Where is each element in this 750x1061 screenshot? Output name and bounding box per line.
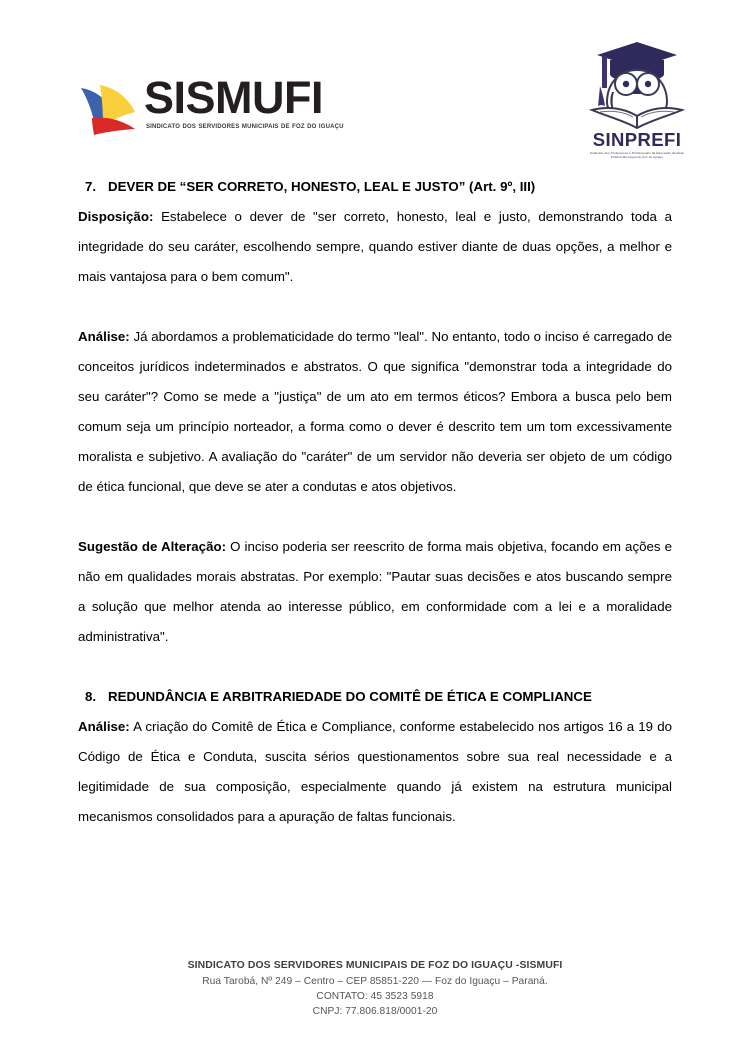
sismufi-swoosh-logo-icon [78, 78, 140, 136]
sismufi-wordmark [144, 72, 344, 130]
section-title-8: REDUNDÂNCIA E ARBITRARIEDADE DO COMITÊ DE ÉTICA E COMPLIANCE [108, 689, 592, 704]
paragraph-spacer [78, 292, 672, 322]
paragraph-text-analise-7: Já abordamos a problematicidade do termo "leal". No entanto, todo o inciso é carregado de conceitos jurídicos indeterminados e abstratos. O que significa "demonstrar toda a integridade do seu caráter"? Como se mede a "justiça" de um ato em termos éticos? Embora a busca pelo bem comum seja um princípio norteador, a forma como o dever é descrito tem um tom excessivamente moralista e subjetivo. A avaliação do "caráter" de um servidor não deveria ser objeto de um código de ética funcional, que deve se ater a condutas e atos objetivos. [78, 329, 672, 494]
footer-contact: CONTATO: 45 3523 5918 [316, 991, 434, 1002]
document-header [0, 0, 750, 170]
section-number-8: 8. [85, 689, 97, 704]
document-body [78, 172, 672, 832]
paragraph-text-sugestao: O inciso poderia ser reescrito de forma mais objetiva, focando em ações e não em qualidades morais abstratas. Por exemplo: "Pautar suas decisões e atos buscando sempre a solução que melhor atenda ao interesse público, em conformidade com a lei e a moralidade administrativa". [78, 539, 672, 644]
sinprefi-tagline: Sindicato dos Professores e Profissionais da Educação da Rede Pública Municipal de Foz do Iguaçu [589, 151, 685, 160]
footer-organization: SINDICATO DOS SERVIDORES MUNICIPAIS DE FOZ DO IGUAÇU -SISMUFI [187, 960, 563, 971]
paragraph-label-disposicao: Disposição: [78, 209, 154, 224]
section-heading-8 [78, 682, 672, 712]
paragraph-disposicao [78, 202, 672, 292]
section-heading-7 [78, 172, 672, 202]
sinprefi-logo [576, 34, 698, 159]
footer-address: Rua Tarobá, Nº 249 – Centro – CEP 85851-220 — Foz do Iguaçu – Paraná. [202, 976, 548, 987]
paragraph-text-analise-8: A criação do Comitê de Ética e Compliance, conforme estabelecido nos artigos 16 a 19 do Código de Ética e Conduta, suscita sérios questionamentos sobre sua real necessidade e a legitimidade de sua composição, especialmente quando já existem na estrutura municipal mecanismos consolidados para a apuração de faltas funcionais. [78, 719, 672, 824]
paragraph-analise-7 [78, 322, 672, 502]
paragraph-label-sugestao: Sugestão de Alteração: [78, 539, 227, 554]
document-footer [0, 958, 750, 1019]
paragraph-analise-8 [78, 712, 672, 832]
section-spacer [78, 652, 672, 682]
sismufi-tagline: sindicato dos servidores municipais de foz do iguaçu [146, 121, 344, 130]
sinprefi-name: SINPREFI [592, 129, 682, 150]
paragraph-label-analise-7: Análise: [78, 329, 130, 344]
paragraph-sugestao [78, 532, 672, 652]
sismufi-name: SISMUFI [144, 72, 324, 123]
footer-cnpj: CNPJ: 77.806.818/0001-20 [312, 1006, 438, 1017]
sismufi-logo [78, 72, 344, 136]
section-title-7: DEVER DE “SER CORRETO, HONESTO, LEAL E JUSTO” (Art. 9º, III) [108, 179, 536, 194]
paragraph-label-analise-8: Análise: [78, 719, 130, 734]
paragraph-text-disposicao: Estabelece o dever de "ser correto, honesto, leal e justo, demonstrando toda a integridade do seu caráter, escolhendo sempre, quando estiver diante de duas opções, a melhor e mais vantajosa para o bem comum". [78, 209, 672, 284]
paragraph-spacer [78, 502, 672, 532]
section-number-7: 7. [85, 179, 97, 194]
sinprefi-owl-graduate-book-logo-icon [576, 34, 698, 130]
